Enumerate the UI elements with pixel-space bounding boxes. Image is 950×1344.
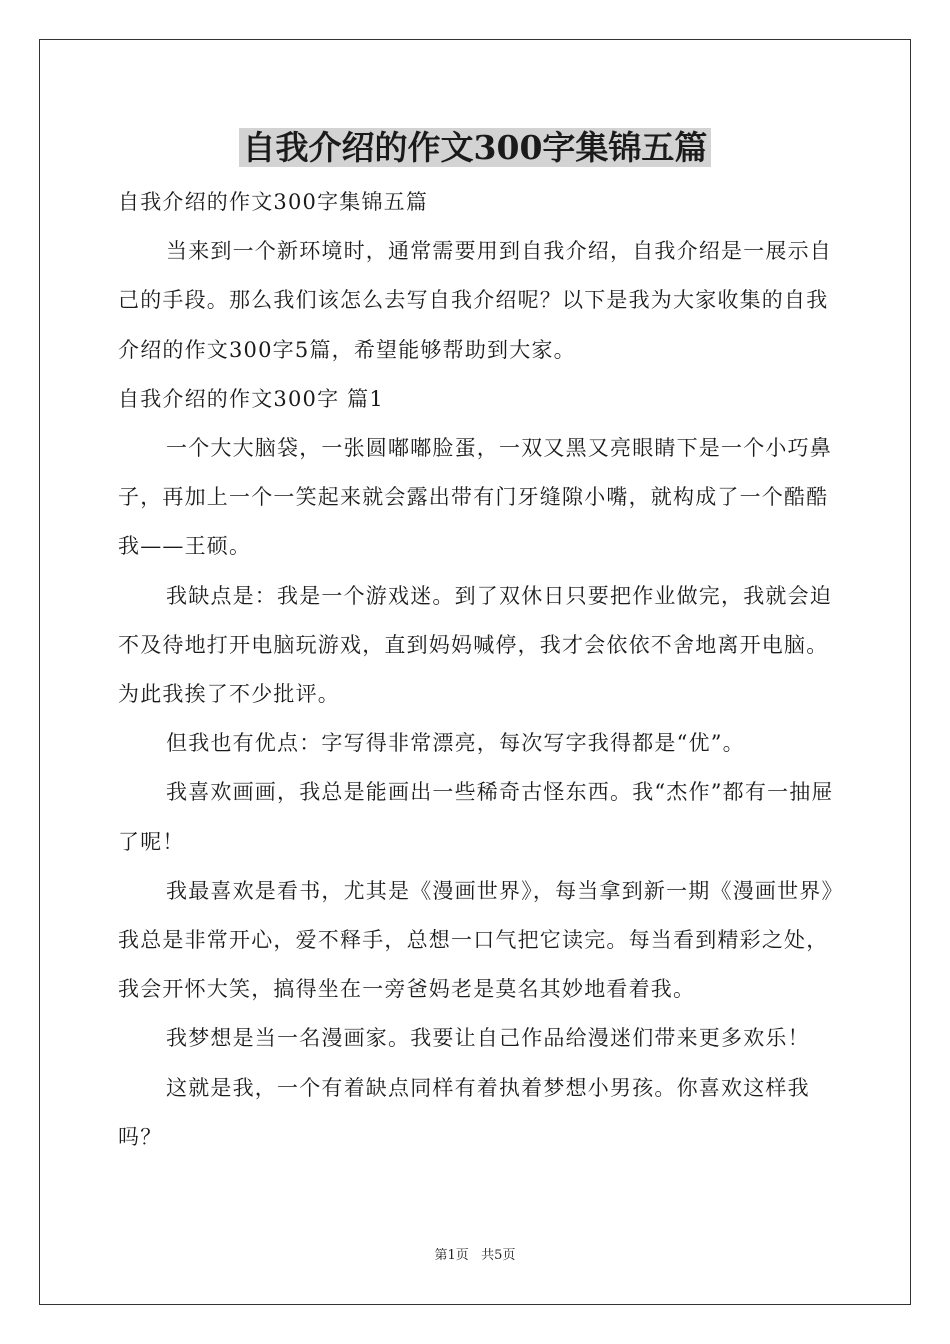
page-number: 第1页 共5页 — [434, 1248, 516, 1263]
body-paragraph: 但我也有优点：字写得非常漂亮，每次写字我得都是“优”。 — [166, 731, 745, 756]
body-paragraph: 我最喜欢是看书，尤其是《漫画世界》，每当拿到新一期《漫画世界》我总是非常开心，爱不释手，总想一口气把它读完。每当看到精彩之处，我会开怀大笑，搞得坐在一旁爸妈老是莫名其妙地看着我。 — [118, 878, 834, 1002]
document-body — [118, 178, 838, 1162]
body-paragraph: 一个大大脑袋，一张圆嘟嘟脸蛋，一双又黑又亮眼睛下是一个小巧鼻子，再加上一个一笑起来就会露出带有门牙缝隙小嘴，就构成了一个酷酷我——王硕。 — [118, 436, 832, 559]
subtitle-line: 自我介绍的作文300字集锦五篇 — [118, 190, 429, 214]
page-footer — [0, 1246, 950, 1266]
document-title-text: 自我介绍的作文300字集锦五篇 — [239, 128, 712, 167]
section-heading: 自我介绍的作文300字 篇1 — [118, 386, 384, 411]
document-title — [0, 124, 950, 172]
intro-paragraph: 当来到一个新环境时，通常需要用到自我介绍，自我介绍是一展示自己的手段。那么我们该怎么去写自我介绍呢？以下是我为大家收集的自我介绍的作文300字5篇，希望能够帮助到大家。 — [118, 239, 832, 362]
body-paragraph: 我喜欢画画，我总是能画出一些稀奇古怪东西。我“杰作”都有一抽屉了呢！ — [118, 780, 834, 854]
body-paragraph: 我梦想是当一名漫画家。我要让自己作品给漫迷们带来更多欢乐！ — [166, 1026, 810, 1051]
body-paragraph: 这就是我，一个有着缺点同样有着执着梦想小男孩。你喜欢这样我吗？ — [118, 1075, 810, 1149]
body-paragraph: 我缺点是：我是一个游戏迷。到了双休日只要把作业做完，我就会迫不及待地打开电脑玩游戏，直到妈妈喊停，我才会依依不舍地离开电脑。为此我挨了不少批评。 — [118, 583, 832, 707]
